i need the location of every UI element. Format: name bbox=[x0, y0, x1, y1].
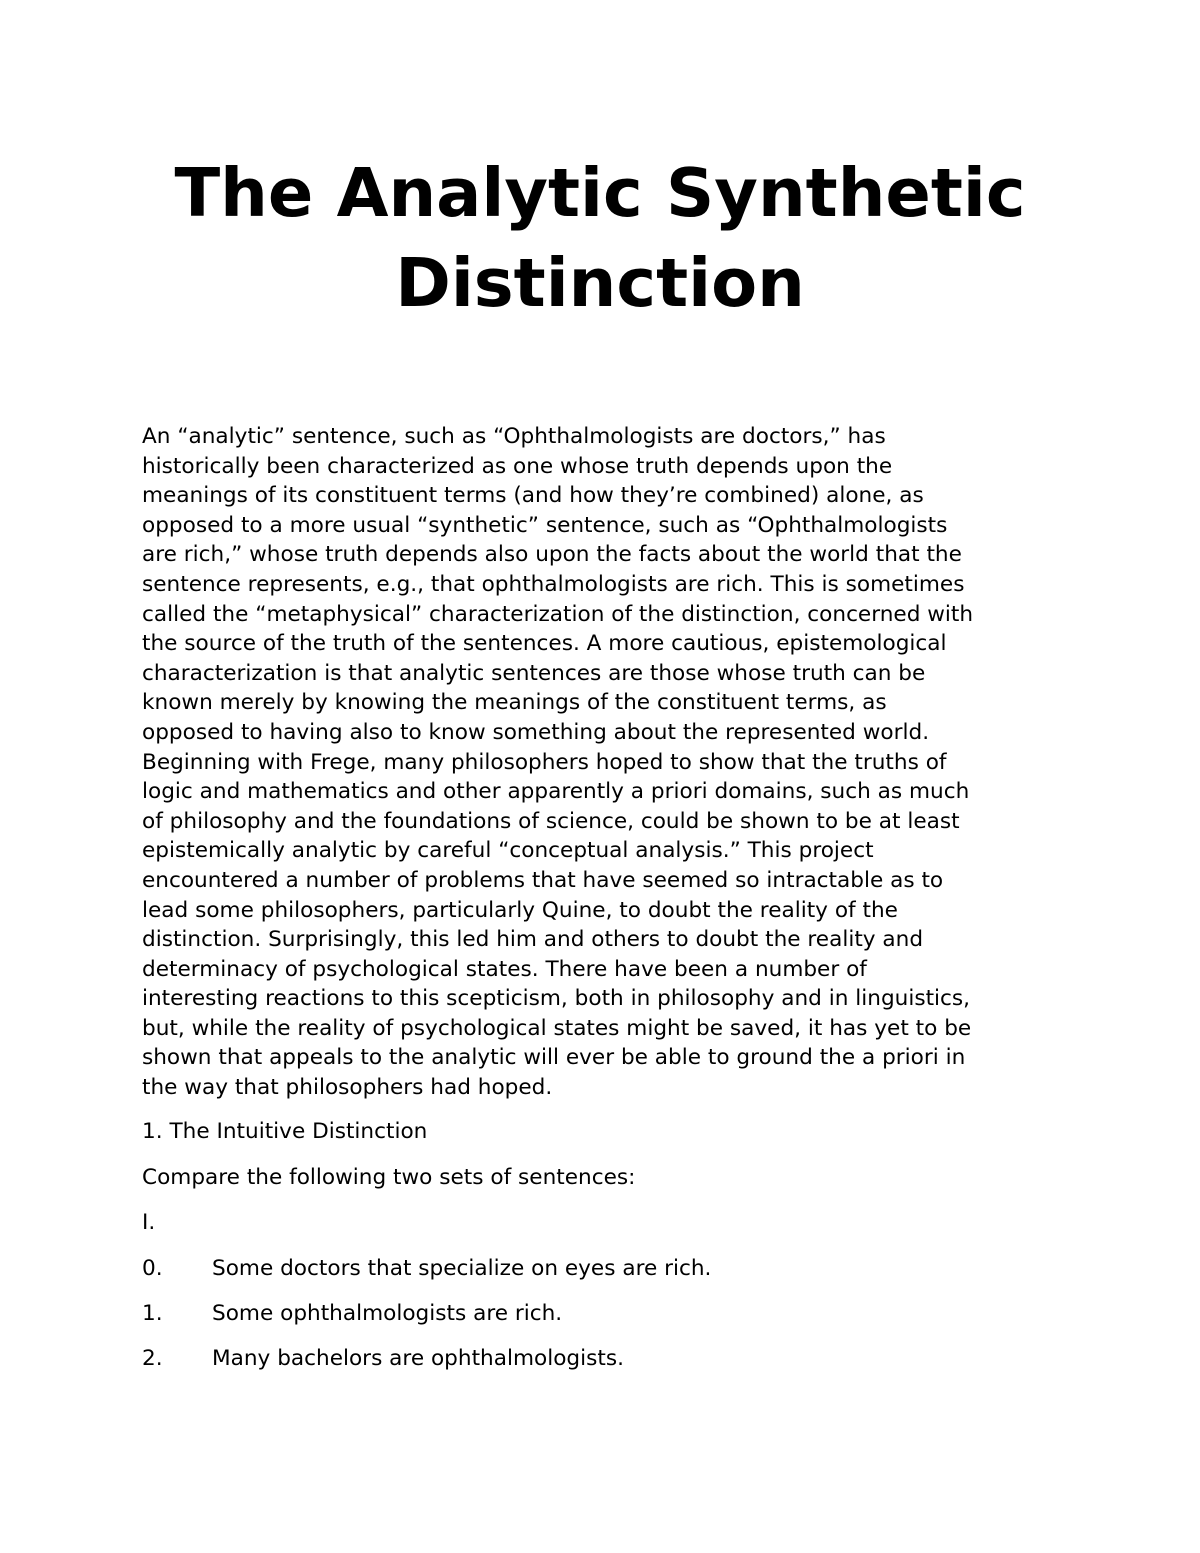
intro-line: but, while the reality of psychological states might be saved, it has yet to be bbox=[142, 1015, 972, 1041]
intro-line: meanings of its constituent terms (and how they’re combined) alone, as bbox=[142, 483, 924, 509]
intro-line: determinacy of psychological states. There have been a number of bbox=[142, 956, 867, 982]
document-title bbox=[100, 148, 1100, 328]
intro-line: the source of the truth of the sentences. A more cautious, epistemological bbox=[142, 631, 947, 657]
list-item bbox=[142, 1254, 711, 1284]
list-item-text: Some doctors that specialize on eyes are rich. bbox=[212, 1256, 712, 1281]
intro-line: opposed to a more usual “synthetic” sentence, such as “Ophthalmologists bbox=[142, 512, 948, 538]
intro-line: An “analytic” sentence, such as “Ophthalmologists are doctors,” has bbox=[142, 424, 886, 449]
intro-line: logic and mathematics and other apparently a priori domains, such as much bbox=[142, 779, 970, 805]
intro-line: Beginning with Frege, many philosophers hoped to show that the truths of bbox=[142, 749, 947, 775]
list-item-number: 0. bbox=[142, 1256, 163, 1281]
intro-line: sentence represents, e.g., that ophthalmologists are rich. This is sometimes bbox=[142, 571, 965, 597]
list-item-text: Some ophthalmologists are rich. bbox=[212, 1301, 563, 1326]
intro-line: historically been characterized as one whose truth depends upon the bbox=[142, 453, 893, 479]
set-label: I. bbox=[142, 1210, 156, 1235]
intro-line: characterization is that analytic sentences are those whose truth can be bbox=[142, 660, 926, 686]
intro-paragraph bbox=[142, 422, 1054, 1103]
intro-line: called the “metaphysical” characterization of the distinction, concerned with bbox=[142, 601, 974, 627]
intro-line: are rich,” whose truth depends also upon the facts about the world that the bbox=[142, 542, 962, 568]
list-item bbox=[142, 1299, 562, 1329]
intro-line: encountered a number of problems that have seemed so intractable as to bbox=[142, 867, 944, 893]
intro-line: opposed to having also to know something about the represented world. bbox=[142, 719, 930, 745]
title-line-2: Distinction bbox=[395, 244, 805, 322]
intro-line: known merely by knowing the meanings of the constituent terms, as bbox=[142, 690, 887, 716]
title-line-1: The Analytic Synthetic bbox=[174, 154, 1026, 232]
section-heading: 1. The Intuitive Distinction bbox=[142, 1119, 428, 1144]
intro-line: of philosophy and the foundations of science, could be shown to be at least bbox=[142, 808, 960, 834]
intro-line: shown that appeals to the analytic will ever be able to ground the a priori in bbox=[142, 1045, 966, 1071]
intro-line: lead some philosophers, particularly Quine, to doubt the reality of the bbox=[142, 897, 898, 923]
list-item-number: 2. bbox=[142, 1346, 163, 1371]
intro-line: epistemically analytic by careful “conceptual analysis.” This project bbox=[142, 838, 874, 864]
intro-line: interesting reactions to this scepticism, both in philosophy and in linguistics, bbox=[142, 986, 971, 1012]
intro-line: the way that philosophers had hoped. bbox=[142, 1075, 553, 1101]
compare-text: Compare the following two sets of sentences: bbox=[142, 1165, 636, 1190]
intro-line: distinction. Surprisingly, this led him and others to doubt the reality and bbox=[142, 927, 924, 953]
list-item-number: 1. bbox=[142, 1301, 163, 1326]
list-item-text: Many bachelors are ophthalmologists. bbox=[212, 1346, 624, 1371]
list-item bbox=[142, 1344, 624, 1374]
